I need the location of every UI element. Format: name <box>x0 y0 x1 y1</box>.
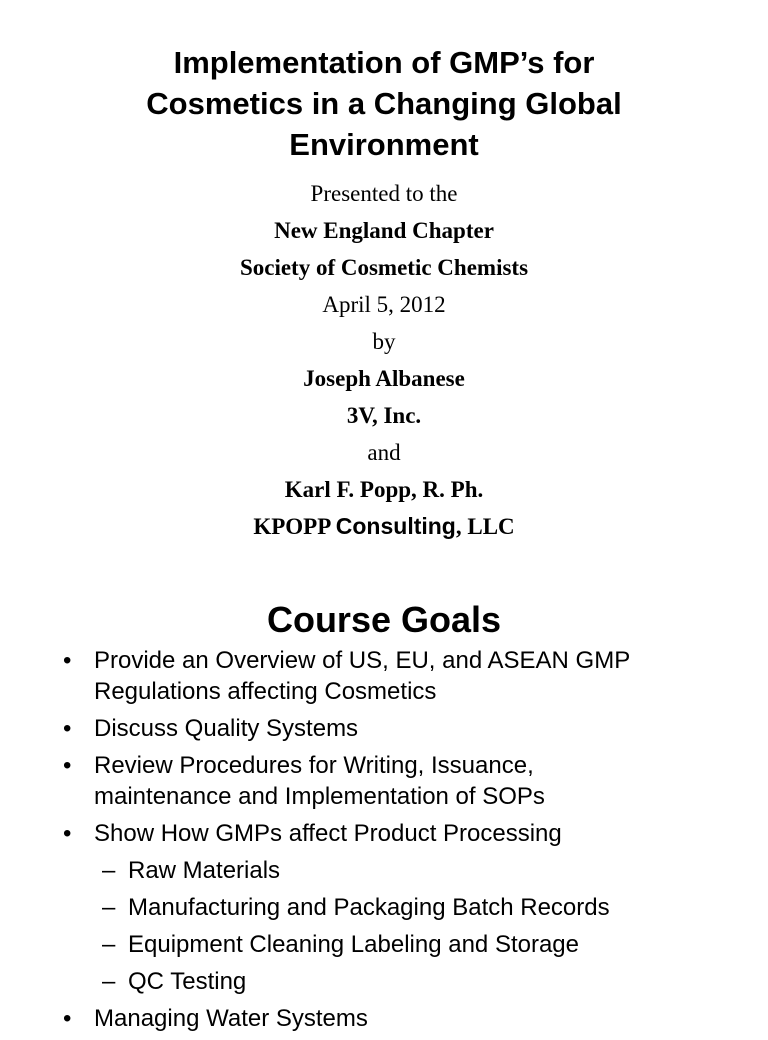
bullet-marker: • <box>63 1005 72 1032</box>
sub-list-item-text: QC Testing <box>128 968 247 995</box>
bullet-marker: • <box>63 820 72 847</box>
section-heading: Course Goals <box>266 599 502 640</box>
author-name: Joseph Albanese <box>303 366 465 391</box>
chapter-name: New England Chapter <box>274 218 494 243</box>
list-item <box>0 1003 768 1034</box>
author-company <box>0 508 768 545</box>
document-title <box>0 42 768 165</box>
bullet-marker: • <box>63 715 72 742</box>
bullet-marker: • <box>63 752 72 779</box>
title-line: Environment <box>289 127 479 162</box>
and-text: and <box>367 440 401 465</box>
title-line: Implementation of GMP’s for <box>173 45 595 80</box>
author-company: 3V, Inc. <box>346 403 422 428</box>
list-item-text: Discuss Quality Systems <box>94 715 359 742</box>
list-item <box>0 750 768 812</box>
dash-marker: – <box>102 931 116 958</box>
list-item-text: Show How GMPs affect Product Processing <box>94 820 562 847</box>
by-text: by <box>372 329 396 354</box>
author-name: Karl F. Popp, R. Ph. <box>284 477 484 502</box>
list-item-text: Regulations affecting Cosmetics <box>94 678 437 705</box>
company-name-part: KPOPP <box>253 514 336 539</box>
list-item-text: maintenance and Implementation of SOPs <box>94 783 545 810</box>
presented-to-text: Presented to the <box>310 181 458 206</box>
company-name-part: , LLC <box>455 514 515 539</box>
sub-list-item-text: Raw Materials <box>128 857 281 884</box>
sub-list-item <box>0 892 768 923</box>
sub-list-item <box>0 929 768 960</box>
sub-list-item-text: Equipment Cleaning Labeling and Storage <box>128 931 579 958</box>
list-item-text: Review Procedures for Writing, Issuance, <box>94 752 534 779</box>
sub-list-item <box>0 855 768 886</box>
list-item-text: Managing Water Systems <box>94 1005 368 1032</box>
society-name: Society of Cosmetic Chemists <box>239 255 529 280</box>
presentation-info <box>0 175 768 545</box>
dash-marker: – <box>102 968 116 995</box>
dash-marker: – <box>102 857 116 884</box>
presentation-date: April 5, 2012 <box>322 292 446 317</box>
sub-list-item <box>0 966 768 997</box>
title-line: Cosmetics in a Changing Global <box>146 86 622 121</box>
sub-list-item-text: Manufacturing and Packaging Batch Records <box>128 894 610 921</box>
goals-list <box>0 645 768 1040</box>
bullet-marker: • <box>63 647 72 674</box>
list-item-text: Provide an Overview of US, EU, and ASEAN GMP <box>94 647 631 674</box>
list-item <box>0 645 768 707</box>
list-item <box>0 713 768 744</box>
dash-marker: – <box>102 894 116 921</box>
list-item <box>0 818 768 849</box>
company-name-part: Consulting <box>335 513 456 539</box>
